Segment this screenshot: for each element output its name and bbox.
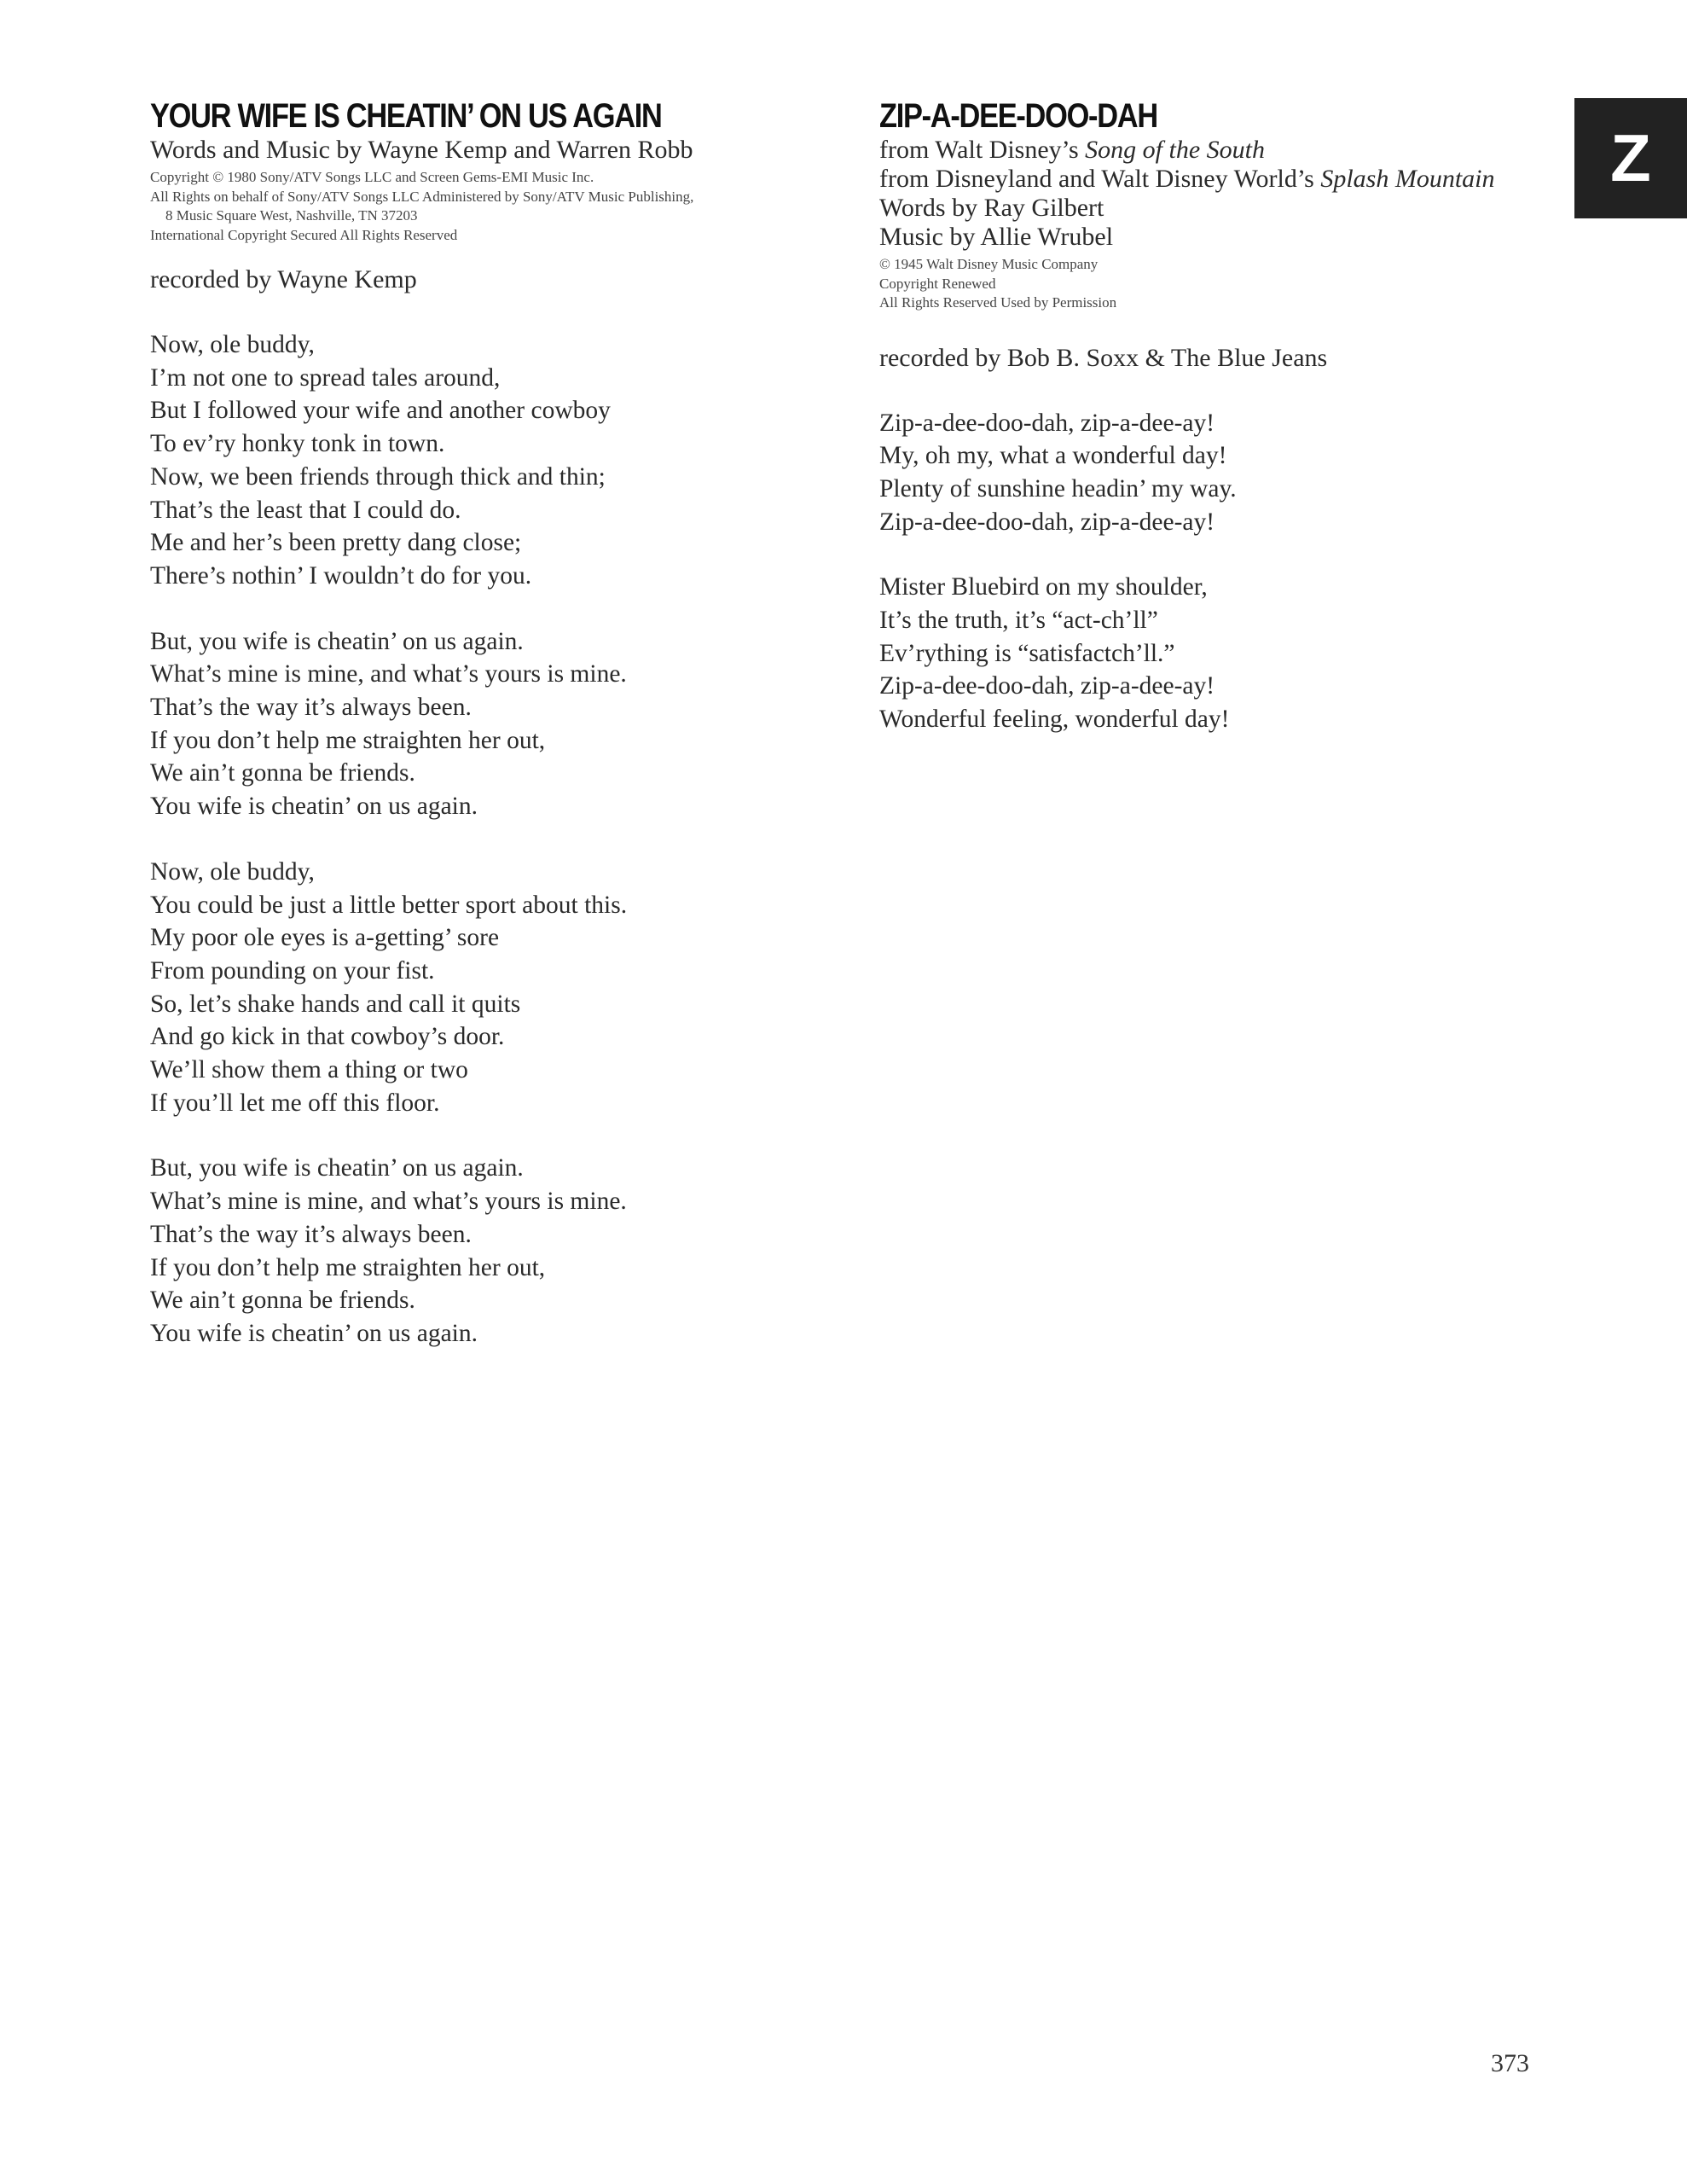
source-text: from Disneyland and Walt Disney World’s bbox=[879, 165, 1321, 193]
lyric-line: We ain’t gonna be friends. bbox=[150, 759, 415, 787]
song-source bbox=[879, 136, 1545, 165]
recorded-by: recorded by Bob B. Soxx & The Blue Jeans bbox=[879, 343, 1328, 372]
lyric-line: To ev’ry honky tonk in town. bbox=[150, 430, 445, 458]
lyric-line: What’s mine is mine, and what’s yours is mine. bbox=[150, 1188, 627, 1216]
lyric-line: Zip-a-dee-doo-dah, zip-a-dee-ay! bbox=[879, 672, 1215, 700]
song-source bbox=[879, 165, 1545, 194]
lyric-line: Zip-a-dee-doo-dah, zip-a-dee-ay! bbox=[879, 409, 1215, 437]
copyright-notice bbox=[150, 168, 858, 245]
lyric-line: That’s the way it’s always been. bbox=[150, 694, 472, 722]
lyric-line: I’m not one to spread tales around, bbox=[150, 363, 501, 392]
source-title: Song of the South bbox=[1085, 136, 1265, 164]
copyright-notice bbox=[879, 255, 1545, 313]
song-title: YOUR WIFE IS CHEATIN’ ON US AGAIN bbox=[150, 97, 662, 135]
words-credit: Words by Ray Gilbert bbox=[879, 194, 1104, 222]
verse bbox=[150, 1152, 858, 1350]
lyric-line: Me and her’s been pretty dang close; bbox=[150, 529, 522, 557]
copyright-line: All Rights on behalf of Sony/ATV Songs LLC Administered by Sony/ATV Music Publishing, bbox=[150, 188, 694, 205]
lyric-line: But, you wife is cheatin’ on us again. bbox=[150, 627, 524, 655]
lyric-line: You could be just a little better sport about this. bbox=[150, 891, 628, 919]
source-title: Splash Mountain bbox=[1320, 165, 1495, 193]
lyric-line: If you’ll let me off this floor. bbox=[150, 1089, 440, 1117]
verse bbox=[879, 407, 1545, 539]
lyric-line: My, oh my, what a wonderful day! bbox=[879, 442, 1227, 470]
right-song bbox=[879, 96, 1545, 736]
lyric-line: We’ll show them a thing or two bbox=[150, 1056, 468, 1084]
lyric-line: You wife is cheatin’ on us again. bbox=[150, 1319, 478, 1347]
verse bbox=[150, 328, 858, 593]
copyright-line: 8 Music Square West, Nashville, TN 37203 bbox=[165, 207, 418, 224]
verse bbox=[150, 856, 858, 1120]
lyric-line: If you don’t help me straighten her out, bbox=[150, 726, 546, 754]
lyric-line: Ev’rything is “satisfactch’ll.” bbox=[879, 639, 1175, 667]
lyric-line: You wife is cheatin’ on us again. bbox=[150, 793, 478, 821]
lyric-line: We ain’t gonna be friends. bbox=[150, 1287, 415, 1315]
lyric-line: So, let’s shake hands and call it quits bbox=[150, 990, 521, 1018]
copyright-line: International Copyright Secured All Rights Reserved bbox=[150, 226, 458, 243]
lyric-line: Mister Bluebird on my shoulder, bbox=[879, 573, 1208, 601]
verse bbox=[879, 571, 1545, 736]
lyric-line: If you don’t help me straighten her out, bbox=[150, 1253, 546, 1281]
copyright-line: All Rights Reserved Used by Permission bbox=[879, 294, 1117, 311]
lyric-line: What’s mine is mine, and what’s yours is mine. bbox=[150, 660, 627, 688]
lyric-line: That’s the way it’s always been. bbox=[150, 1220, 472, 1248]
section-tab: Z bbox=[1574, 98, 1687, 218]
source-text: from Walt Disney’s bbox=[879, 136, 1086, 164]
lyric-line: Now, ole buddy, bbox=[150, 857, 315, 886]
lyric-line: Now, ole buddy, bbox=[150, 331, 315, 358]
copyright-line: Copyright Renewed bbox=[879, 275, 996, 292]
lyric-line: My poor ole eyes is a-getting’ sore bbox=[150, 924, 500, 952]
song-credit: Words and Music by Wayne Kemp and Warren Robb bbox=[150, 136, 693, 164]
verse bbox=[150, 625, 858, 823]
page-number: 373 bbox=[1491, 2049, 1529, 2077]
left-song bbox=[150, 96, 858, 1350]
lyric-line: Wonderful feeling, wonderful day! bbox=[879, 706, 1230, 734]
copyright-line: Copyright © 1980 Sony/ATV Songs LLC and Screen Gems-EMI Music Inc. bbox=[150, 169, 594, 185]
lyric-line: From pounding on your fist. bbox=[150, 956, 435, 985]
lyric-line: Now, we been friends through thick and thin; bbox=[150, 462, 606, 491]
lyric-line: There’s nothin’ I wouldn’t do for you. bbox=[150, 561, 532, 590]
lyric-line: Plenty of sunshine headin’ my way. bbox=[879, 474, 1237, 502]
lyric-line: And go kick in that cowboy’s door. bbox=[150, 1023, 505, 1051]
lyric-line: That’s the least that I could do. bbox=[150, 496, 461, 524]
copyright-line: © 1945 Walt Disney Music Company bbox=[879, 256, 1099, 272]
recorded-by: recorded by Wayne Kemp bbox=[150, 265, 417, 293]
lyric-line: It’s the truth, it’s “act-ch’ll” bbox=[879, 607, 1158, 635]
lyric-line: But, you wife is cheatin’ on us again. bbox=[150, 1154, 524, 1182]
lyric-line: Zip-a-dee-doo-dah, zip-a-dee-ay! bbox=[879, 508, 1215, 536]
music-credit: Music by Allie Wrubel bbox=[879, 223, 1114, 251]
song-title: ZIP-A-DEE-DOO-DAH bbox=[879, 97, 1157, 135]
lyric-line: But I followed your wife and another cowboy bbox=[150, 397, 611, 425]
